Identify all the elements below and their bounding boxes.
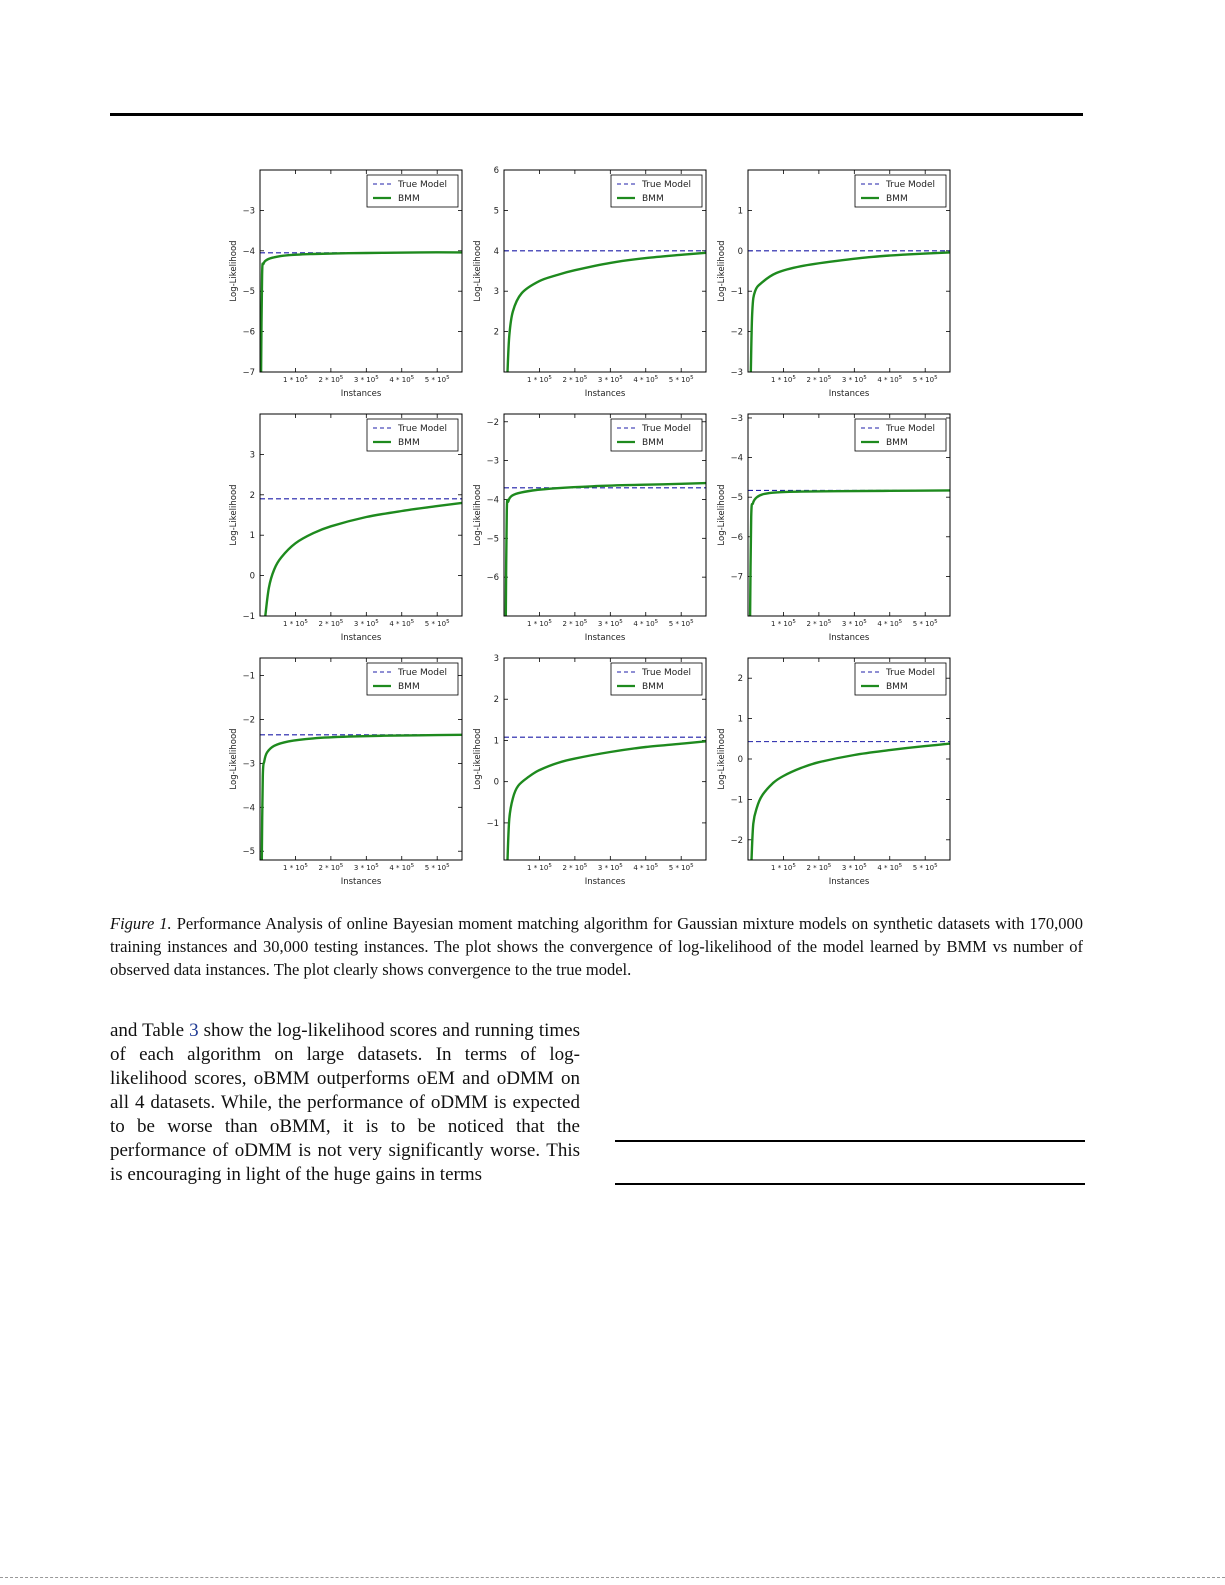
x-tick-label: $5 * 10^5$ [424, 619, 450, 628]
caption-label: Figure 1. [110, 914, 172, 933]
subplot-5 [473, 414, 706, 643]
y-tick-label: −7 [730, 572, 743, 583]
y-tick-label: 1 [737, 206, 743, 217]
y-tick-label: 0 [737, 755, 743, 765]
x-tick-label: $5 * 10^5$ [424, 863, 450, 872]
x-axis-label: Instances [828, 877, 870, 887]
x-tick-label: $4 * 10^5$ [389, 375, 415, 384]
x-tick-label: $4 * 10^5$ [877, 863, 903, 872]
x-tick-label: $3 * 10^5$ [597, 863, 623, 872]
y-axis-label: Log-Likelihood [229, 484, 239, 546]
legend-label: BMM [886, 438, 908, 448]
legend-label: BMM [398, 682, 420, 692]
y-tick-label: 1 [493, 736, 499, 747]
x-tick-label: $1 * 10^5$ [283, 619, 308, 628]
subplot-6 [717, 414, 950, 643]
y-tick-label: −3 [242, 206, 255, 217]
legend-label: True Model [642, 668, 691, 678]
body-paragraph [110, 1019, 580, 1187]
legend [611, 663, 702, 695]
x-tick-label: $2 * 10^5$ [318, 863, 344, 872]
x-tick-label: $1 * 10^5$ [527, 619, 552, 628]
series-bmm [506, 483, 706, 616]
series-bmm [265, 503, 462, 616]
legend-label: True Model [398, 668, 447, 678]
y-tick-label: 0 [737, 246, 743, 257]
y-axis-label: Log-Likelihood [473, 484, 483, 546]
legend [611, 419, 702, 451]
x-axis-label: Instances [340, 633, 382, 643]
legend-label: True Model [642, 180, 691, 190]
x-tick-label: $3 * 10^5$ [597, 619, 623, 628]
legend-label: BMM [398, 438, 420, 448]
x-axis-label: Instances [584, 877, 626, 887]
y-tick-label: 3 [493, 287, 499, 298]
x-tick-label: $5 * 10^5$ [912, 863, 938, 872]
x-tick-label: $3 * 10^5$ [841, 619, 867, 628]
y-tick-label: 6 [493, 166, 499, 176]
y-tick-label: 0 [493, 777, 499, 788]
legend-label: BMM [398, 194, 420, 204]
y-tick-label: −1 [730, 287, 743, 298]
y-axis-label: Log-Likelihood [229, 728, 239, 790]
y-axis-label: Log-Likelihood [473, 240, 483, 302]
subplot-2 [473, 166, 706, 399]
subplot-8 [473, 654, 706, 887]
x-tick-label: $1 * 10^5$ [771, 863, 796, 872]
x-tick-label: $2 * 10^5$ [318, 375, 344, 384]
y-tick-label: 5 [493, 206, 499, 217]
y-tick-label: −5 [486, 534, 499, 545]
x-tick-label: $4 * 10^5$ [389, 619, 415, 628]
y-tick-label: −2 [730, 835, 743, 846]
y-tick-label: −6 [730, 532, 743, 543]
x-tick-label: $4 * 10^5$ [633, 375, 659, 384]
table-top-rule [615, 1140, 1085, 1142]
legend-label: BMM [886, 194, 908, 204]
x-tick-label: $2 * 10^5$ [806, 863, 832, 872]
x-tick-label: $3 * 10^5$ [353, 863, 379, 872]
legend-label: True Model [642, 424, 691, 434]
x-tick-label: $1 * 10^5$ [527, 375, 552, 384]
legend [367, 663, 458, 695]
y-tick-label: 1 [737, 714, 743, 725]
x-tick-label: $1 * 10^5$ [527, 863, 552, 872]
x-tick-label: $5 * 10^5$ [912, 375, 938, 384]
y-axis-label: Log-Likelihood [717, 728, 727, 790]
y-tick-label: 2 [493, 695, 499, 706]
page-bottom-edge [0, 1577, 1225, 1578]
series-bmm [262, 735, 462, 860]
legend-label: True Model [886, 668, 935, 678]
y-tick-label: −2 [242, 715, 255, 726]
y-tick-label: −3 [730, 413, 743, 424]
x-tick-label: $2 * 10^5$ [806, 619, 832, 628]
y-tick-label: −2 [486, 417, 499, 428]
y-tick-label: −6 [486, 573, 499, 584]
y-tick-label: −2 [730, 327, 743, 338]
legend-label: BMM [642, 438, 664, 448]
x-tick-label: $5 * 10^5$ [424, 375, 450, 384]
legend-label: True Model [886, 424, 935, 434]
x-axis-label: Instances [584, 389, 626, 399]
subplot-7 [229, 658, 462, 887]
x-tick-label: $2 * 10^5$ [562, 375, 588, 384]
x-tick-label: $4 * 10^5$ [389, 863, 415, 872]
y-tick-label: −1 [242, 612, 255, 622]
x-tick-label: $5 * 10^5$ [668, 619, 694, 628]
x-tick-label: $5 * 10^5$ [668, 863, 694, 872]
y-tick-label: 4 [493, 246, 499, 257]
subplot-9 [717, 658, 950, 887]
y-tick-label: −4 [242, 803, 255, 814]
x-axis-label: Instances [828, 389, 870, 399]
x-tick-label: $5 * 10^5$ [668, 375, 694, 384]
y-tick-label: −6 [242, 327, 255, 338]
subplot-1 [229, 170, 462, 399]
y-tick-label: 2 [249, 490, 255, 501]
y-tick-label: 1 [249, 531, 255, 542]
y-axis-label: Log-Likelihood [717, 484, 727, 546]
legend [855, 175, 946, 207]
legend-label: BMM [642, 682, 664, 692]
series-bmm [508, 253, 707, 372]
y-axis-label: Log-Likelihood [473, 728, 483, 790]
y-tick-label: −5 [242, 287, 255, 298]
y-tick-label: −5 [242, 847, 255, 858]
y-tick-label: −4 [486, 495, 499, 506]
y-tick-label: −3 [486, 456, 499, 467]
legend [855, 419, 946, 451]
y-tick-label: 0 [249, 571, 255, 582]
series-bmm [751, 252, 950, 372]
table-mid-rule [615, 1183, 1085, 1185]
subplot-3 [717, 170, 950, 399]
legend [367, 419, 458, 451]
x-tick-label: $1 * 10^5$ [283, 863, 308, 872]
legend-label: BMM [886, 682, 908, 692]
x-tick-label: $3 * 10^5$ [597, 375, 623, 384]
series-bmm [508, 741, 707, 860]
x-tick-label: $3 * 10^5$ [353, 619, 379, 628]
legend-label: True Model [398, 424, 447, 434]
y-tick-label: −4 [242, 246, 255, 257]
x-tick-label: $2 * 10^5$ [806, 375, 832, 384]
x-tick-label: $3 * 10^5$ [353, 375, 379, 384]
legend-label: True Model [886, 180, 935, 190]
y-tick-label: −1 [242, 671, 255, 682]
x-tick-label: $4 * 10^5$ [633, 863, 659, 872]
legend [855, 663, 946, 695]
x-tick-label: $2 * 10^5$ [318, 619, 344, 628]
x-tick-label: $4 * 10^5$ [633, 619, 659, 628]
x-axis-label: Instances [340, 389, 382, 399]
x-tick-label: $4 * 10^5$ [877, 619, 903, 628]
x-tick-label: $1 * 10^5$ [771, 619, 796, 628]
x-axis-label: Instances [340, 877, 382, 887]
x-axis-label: Instances [584, 633, 626, 643]
series-bmm [750, 490, 950, 616]
series-bmm [261, 252, 462, 372]
subplot-4 [229, 414, 462, 643]
x-tick-label: $3 * 10^5$ [841, 863, 867, 872]
y-tick-label: 2 [493, 327, 499, 338]
y-tick-label: −3 [730, 368, 743, 378]
legend [611, 175, 702, 207]
caption-text: Performance Analysis of online Bayesian moment matching algorithm for Gaussian mixture models on synthetic datasets with 170,000 training instances and 30,000 testing instances. The plot shows the convergence of log-likelihood of the model learned by BMM vs number of observed data instances. The plot clearly shows convergence to the true model. [110, 914, 1084, 979]
body-text-rest: show the log-likelihood scores and running times of each algorithm on large datasets. In terms of log-likelihood scores, oBMM outperforms oEM and oDMM on all 4 datasets. While, the performance of oDMM is expected to be worse than oBMM, it is to be noticed that the performance of oDMM is not very significantly worse. This is encouraging in light of the huge gains in terms [110, 1020, 581, 1185]
x-axis-label: Instances [828, 633, 870, 643]
y-tick-label: −7 [242, 368, 255, 378]
y-tick-label: 2 [737, 674, 743, 685]
y-tick-label: 3 [493, 654, 499, 664]
x-tick-label: $2 * 10^5$ [562, 619, 588, 628]
table-ref-link[interactable]: 3 [189, 1020, 199, 1041]
y-tick-label: −5 [730, 493, 743, 504]
y-tick-label: −1 [486, 818, 499, 829]
x-tick-label: $1 * 10^5$ [283, 375, 308, 384]
x-tick-label: $3 * 10^5$ [841, 375, 867, 384]
x-tick-label: $1 * 10^5$ [771, 375, 796, 384]
body-text-start: and Table [110, 1020, 190, 1041]
y-tick-label: −4 [730, 453, 743, 464]
legend [367, 175, 458, 207]
y-tick-label: −3 [242, 759, 255, 770]
y-axis-label: Log-Likelihood [717, 240, 727, 302]
figure-caption [110, 912, 1083, 981]
x-tick-label: $2 * 10^5$ [562, 863, 588, 872]
legend-label: BMM [642, 194, 664, 204]
x-tick-label: $5 * 10^5$ [912, 619, 938, 628]
y-axis-label: Log-Likelihood [229, 240, 239, 302]
series-bmm [752, 744, 951, 860]
y-tick-label: 3 [249, 450, 255, 461]
legend-label: True Model [398, 180, 447, 190]
y-tick-label: −1 [730, 795, 743, 806]
x-tick-label: $4 * 10^5$ [877, 375, 903, 384]
